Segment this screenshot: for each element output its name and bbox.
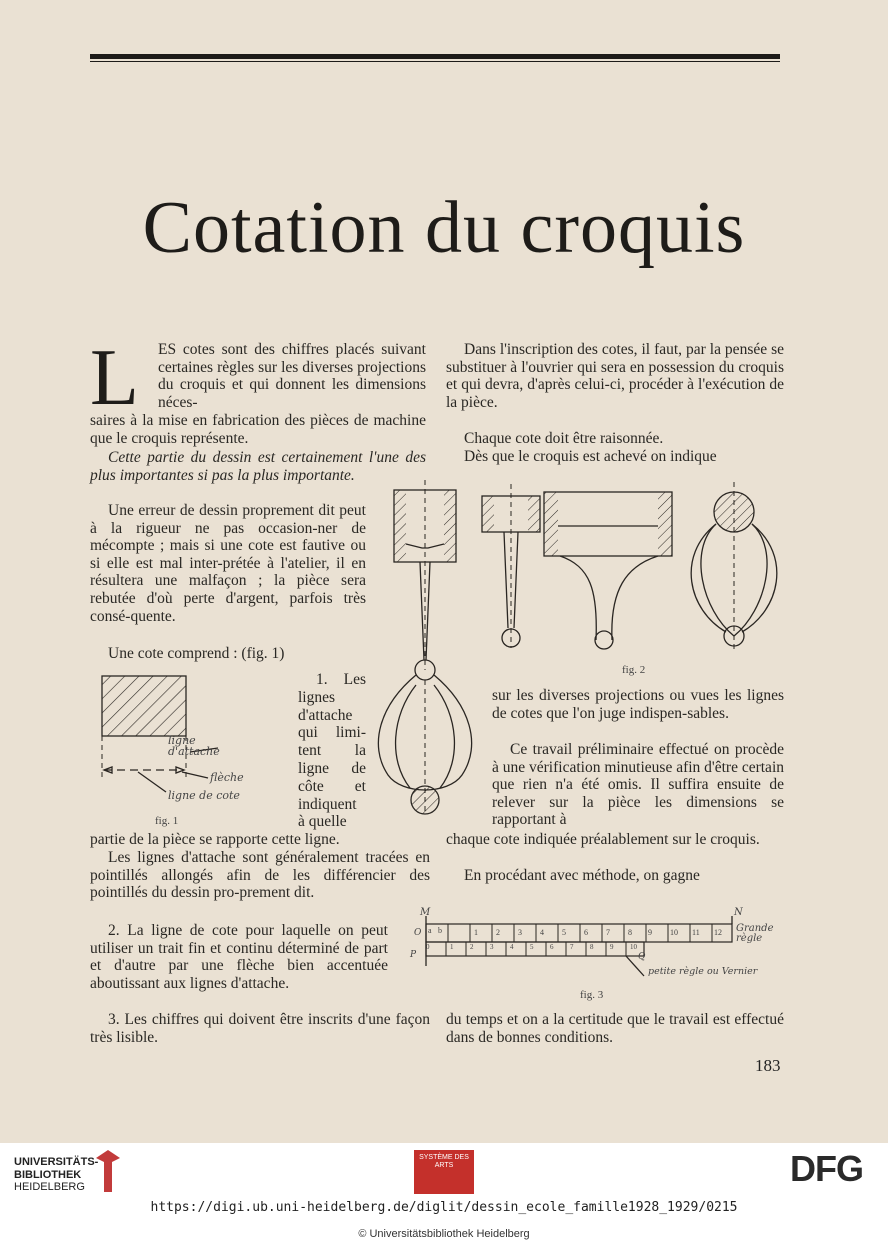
left-para-5b: partie de la pièce se rapporte cette ligne.	[90, 831, 340, 848]
library-line-1: UNIVERSITÄTS-	[14, 1156, 99, 1168]
fig1-label-cote: ligne de cote	[168, 789, 240, 802]
library-emblem-icon	[90, 1148, 126, 1196]
center-logo[interactable]	[414, 1150, 474, 1194]
left-para-6: Les lignes d'attache sont généralement tracées en pointillés allongés afin de les différencier des pointillés du dessin pro-prement dit.	[90, 849, 430, 902]
fig3-tick: 2	[470, 943, 474, 951]
fig3-label-q: Q	[638, 952, 646, 962]
right-para-4: sur les diverses projections ou vues les lignes de cotes que l'on juge indispen-sables.	[492, 687, 784, 722]
fig3-tick: 3	[518, 928, 522, 937]
fig1-label-fleche: flèche	[210, 771, 244, 784]
dfg-logo[interactable]: DFG	[790, 1148, 863, 1189]
fig3-label-n: N	[734, 907, 743, 918]
fig3-label-o: O	[414, 928, 422, 938]
permalink-url[interactable]: https://digi.ub.uni-heidelberg.de/diglit/dessin_ecole_famille1928_1929/0215	[150, 1200, 738, 1215]
library-line-3: HEIDELBERG	[14, 1181, 85, 1193]
fig3-tick: 8	[628, 928, 632, 937]
fig3-tick: 3	[490, 943, 494, 951]
copyright-notice: © Universitätsbibliothek Heidelberg	[358, 1228, 530, 1240]
fig3-tick: 6	[550, 943, 554, 951]
fig3-tick: 9	[648, 928, 652, 937]
left-para-7: 2. La ligne de cote pour laquelle on peut utiliser un trait fin et continu déterminé de part et d'autre par une flèche bien accentuée aboutissant aux lignes d'attache.	[90, 922, 388, 992]
fig3-tick: 10	[630, 943, 637, 951]
fig3-tick: 4	[540, 928, 544, 937]
fig3-tick: 10	[670, 928, 678, 937]
fig3-label-p: P	[410, 950, 417, 960]
fig3-label-m: M	[420, 907, 431, 918]
left-para-1: ES cotes sont des chiffres placés suivant certaines règles sur les diverses projections du croquis et qui donnent les dimensions néces-	[158, 341, 426, 411]
fig3-label-vernier: petite règle ou Vernier	[648, 966, 758, 977]
left-para-8: 3. Les chiffres qui doivent être inscrits d'une façon très lisible.	[90, 1011, 430, 1046]
right-para-6: En procédant avec méthode, on gagne	[464, 867, 700, 884]
fig3-tick: 0	[426, 943, 430, 951]
fig3-caption: fig. 3	[580, 989, 604, 1001]
page-title: Cotation du croquis	[142, 187, 746, 269]
fig3-label-grande-regle: Grande règle	[736, 923, 774, 944]
left-para-4: Une cote comprend : (fig. 1)	[108, 645, 285, 662]
fig3-tick: 2	[496, 928, 500, 937]
left-para-3: Une erreur de dessin proprement dit peut à la rigueur ne pas occasion-ner de mécompte ; mais si une cote est fautive ou si elle est mal inter-prétée à l'atelier, il en résultera une malfaçon ; la pièce sera rebutée d'où perte d'argent, parfois très consé-quente.	[90, 502, 366, 625]
right-para-1: Dans l'inscription des cotes, il faut, par la pensée se substituer à l'ouvrier qui sera en possession du croquis et qui devra, d'après celui-ci, procéder à l'exécution de la pièce.	[446, 341, 784, 411]
right-para-7: du temps et on a la certitude que le travail est effectué dans de bonnes conditions.	[446, 1011, 784, 1046]
left-para-1b: saires à la mise en fabrication des pièces de machine que le croquis représente.	[90, 412, 426, 447]
right-para-3: Dès que le croquis est achevé on indique	[464, 448, 717, 465]
fig3-tick: 4	[510, 943, 514, 951]
library-logo[interactable]	[14, 1156, 98, 1194]
fig3-tick: 6	[584, 928, 588, 937]
fig3-tick: 5	[530, 943, 534, 951]
fig3-tick: 1	[450, 943, 454, 951]
fig1-caption: fig. 1	[155, 815, 179, 827]
fig1-label-attache: ligne d'attache	[168, 734, 220, 758]
fig3-tick: a	[428, 926, 432, 935]
page-number: 183	[755, 1056, 781, 1075]
fig3-tick: 5	[562, 928, 566, 937]
right-para-5: Ce travail préliminaire effectué on procède à une vérification minutieuse afin d'être certain que rien n'a été omis. Il suffira ensuite de relever sur la pièce les dimensions se rapportant à	[492, 741, 784, 829]
center-logo-text: SYSTÈME DES ARTS	[419, 1154, 469, 1169]
figure-2-drawing	[370, 470, 790, 820]
fig3-tick: 11	[692, 928, 700, 937]
drop-cap: L	[90, 334, 139, 422]
fig3-tick: 1	[474, 928, 478, 937]
fig3-top-scale	[426, 926, 746, 940]
fig3-tick: 7	[606, 928, 610, 937]
fig3-tick: 9	[610, 943, 614, 951]
fig3-tick: b	[438, 926, 442, 935]
header-rule	[90, 54, 780, 59]
library-line-2: BIBLIOTHEK	[14, 1168, 82, 1181]
fig3-bottom-scale	[426, 943, 646, 955]
fig3-tick: 12	[714, 928, 722, 937]
header-rule-thin	[90, 61, 780, 62]
left-para-5: 1. Les lignes d'attache qui limi-tent la ligne de côte et indiquent à quelle	[298, 671, 366, 831]
left-para-italic: Cette partie du dessin est certainement l'une des plus importantes si pas la plus importante.	[90, 449, 426, 484]
fig3-tick: 7	[570, 943, 574, 951]
right-para-5b: chaque cote indiquée préalablement sur le croquis.	[446, 831, 760, 848]
right-para-2: Chaque cote doit être raisonnée.	[464, 430, 664, 447]
fig2-caption: fig. 2	[622, 664, 646, 676]
fig3-tick: 8	[590, 943, 594, 951]
